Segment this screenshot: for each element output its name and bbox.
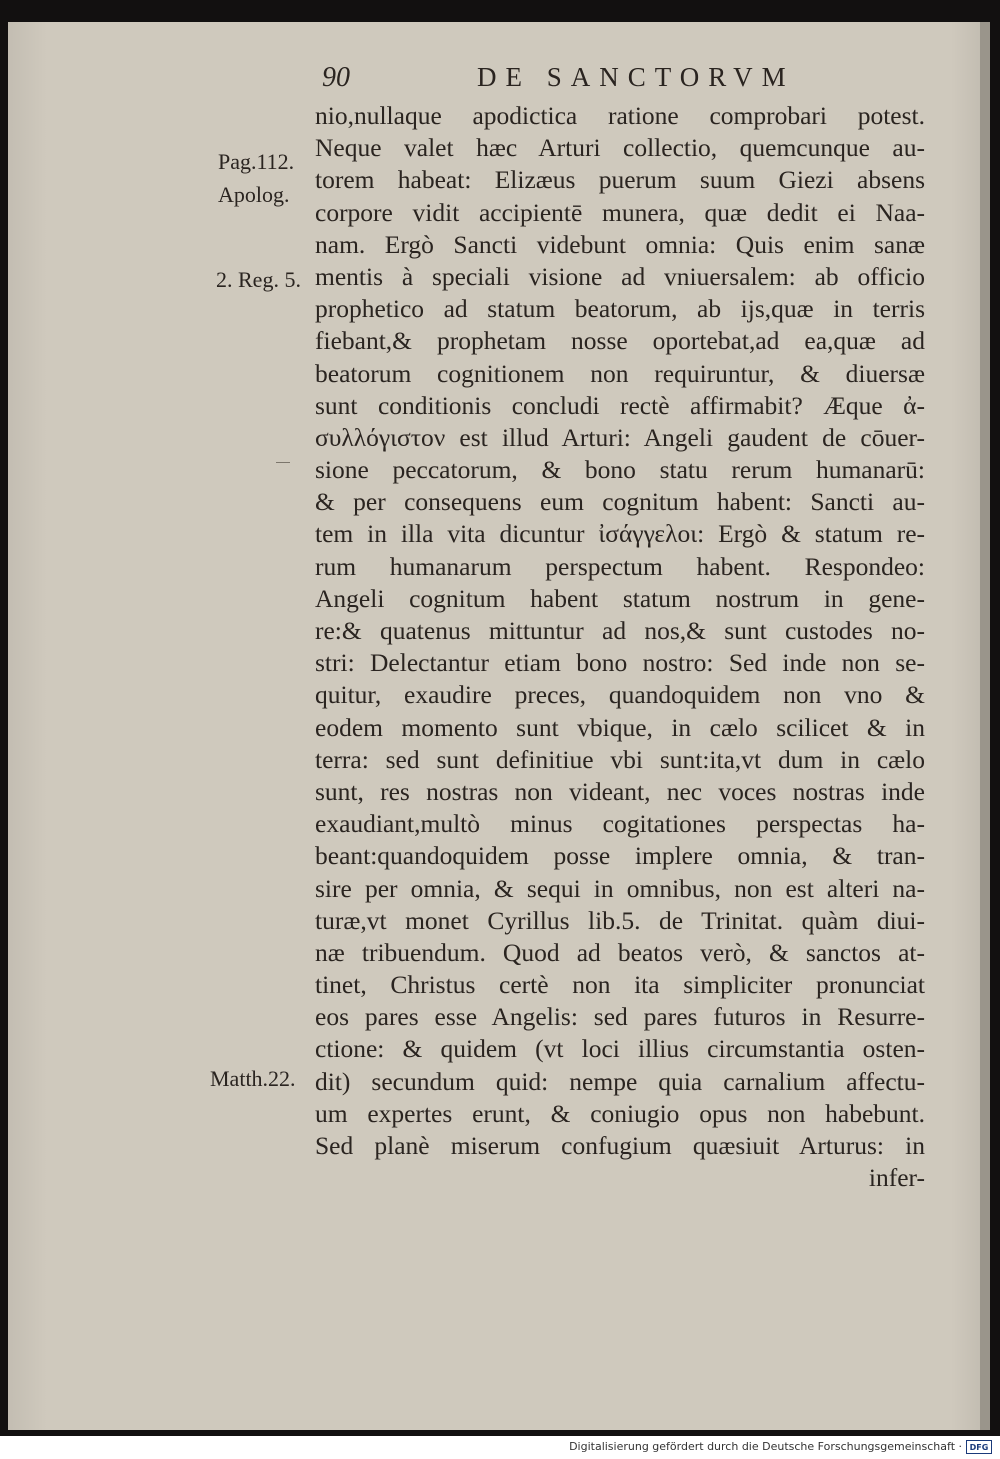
text-line: sire per omnia, & sequi in omnibus, non est alteri na- bbox=[315, 873, 925, 903]
text-line: corpore vidit accipientē munera, quæ dedit ei Naa- bbox=[315, 197, 925, 227]
running-title: DE SANCTORVM bbox=[477, 62, 795, 92]
text-line: sunt, res nostras non videant, nec voces nostras inde bbox=[315, 776, 925, 806]
text-line: Angeli cognitum habent statum nostrum in gene- bbox=[315, 583, 925, 613]
text-line: beatorum cognitionem non requiruntur, & diuersæ bbox=[315, 358, 925, 388]
text-line: prophetico ad statum beatorum, ab ijs,quæ in terris bbox=[315, 294, 925, 324]
marginal-note-apolog: Apolog. bbox=[218, 182, 290, 207]
text-line: beant:quandoquidem posse implere omnia, & tran- bbox=[315, 841, 925, 871]
text-line: συλλόγιστον est illud Arturi: Angeli gaudent de cōuer- bbox=[315, 422, 925, 452]
text-line: fiebant,& prophetam nosse oportebat,ad ea,quæ ad bbox=[315, 326, 925, 356]
text-line: eos pares esse Angelis: sed pares futuros in Resurre- bbox=[315, 1002, 925, 1032]
page-number: 90 bbox=[322, 62, 350, 93]
body-text bbox=[315, 100, 925, 1194]
marginal-note-matth: Matth.22. bbox=[210, 1066, 296, 1091]
text-line: næ tribuendum. Quod ad beatos verò, & sanctos at- bbox=[315, 937, 925, 967]
marginal-note-reg: 2. Reg. 5. bbox=[216, 267, 301, 292]
text-line: sione peccatorum, & bono statu rerum humanarū: bbox=[315, 455, 925, 485]
text-line: & per consequens eum cognitum habent: Sancti au- bbox=[315, 487, 925, 517]
footer-bar bbox=[0, 1436, 1000, 1459]
text-line: nam. Ergò Sancti videbunt omnia: Quis enim sanæ bbox=[315, 229, 925, 259]
text-line: mentis à speciali visione ad vniuersalem: ab officio bbox=[315, 261, 925, 291]
margin-mark bbox=[276, 462, 290, 463]
text-line: exaudiant,multò minus cogitationes perspectas ha- bbox=[315, 809, 925, 839]
text-line: Neque valet hæc Arturi collectio, quemcunque au- bbox=[315, 133, 925, 163]
text-line: turæ,vt monet Cyrillus lib.5. de Trinitat. quàm diui- bbox=[315, 905, 925, 935]
text-line: torem habeat: Elizæus puerum suum Giezi absens bbox=[315, 165, 925, 195]
funding-notice: Digitalisierung gefördert durch die Deutsche Forschungsgemeinschaft · bbox=[569, 1440, 962, 1453]
text-line: re:& quatenus mittuntur ad nos,& sunt custodes no- bbox=[315, 616, 925, 645]
text-line: ctione: & quidem (vt loci illius circumstantia osten- bbox=[315, 1034, 925, 1064]
text-line: dit) secundum quid: nempe quia carnalium affectu- bbox=[315, 1066, 925, 1096]
text-line: quitur, exaudire preces, quandoquidem non vno & bbox=[315, 680, 925, 710]
marginal-note-pag: Pag.112. bbox=[218, 149, 295, 174]
page-edge bbox=[980, 22, 990, 1430]
dfg-logo: DFG bbox=[966, 1440, 992, 1454]
text-line: um expertes erunt, & coniugio opus non habebunt. bbox=[315, 1098, 925, 1128]
text-line: sunt conditionis concludi rectè affirmabit? Æque ἀ- bbox=[315, 390, 925, 420]
catchword: infer- bbox=[868, 1163, 925, 1193]
text-line: Sed planè miserum confugium quæsiuit Arturus: in bbox=[315, 1131, 925, 1160]
page-header bbox=[322, 62, 922, 102]
text-line: tem in illa vita dicuntur ἰσάγγελοι: Ergò & statum re- bbox=[315, 519, 925, 549]
text-line: tinet, Christus certè non ita simpliciter pronunciat bbox=[315, 970, 925, 1000]
text-line: terra: sed sunt definitiue vbi sunt:ita,vt dum in cælo bbox=[315, 744, 925, 774]
text-line: stri: Delectantur etiam bono nostro: Sed inde non se- bbox=[315, 648, 925, 678]
text-line: nio,nullaque apodictica ratione comprobari potest. bbox=[315, 101, 925, 130]
text-line: rum humanarum perspectum habent. Respondeo: bbox=[315, 551, 925, 581]
text-line: eodem momento sunt vbique, in cælo scilicet & in bbox=[315, 712, 925, 742]
